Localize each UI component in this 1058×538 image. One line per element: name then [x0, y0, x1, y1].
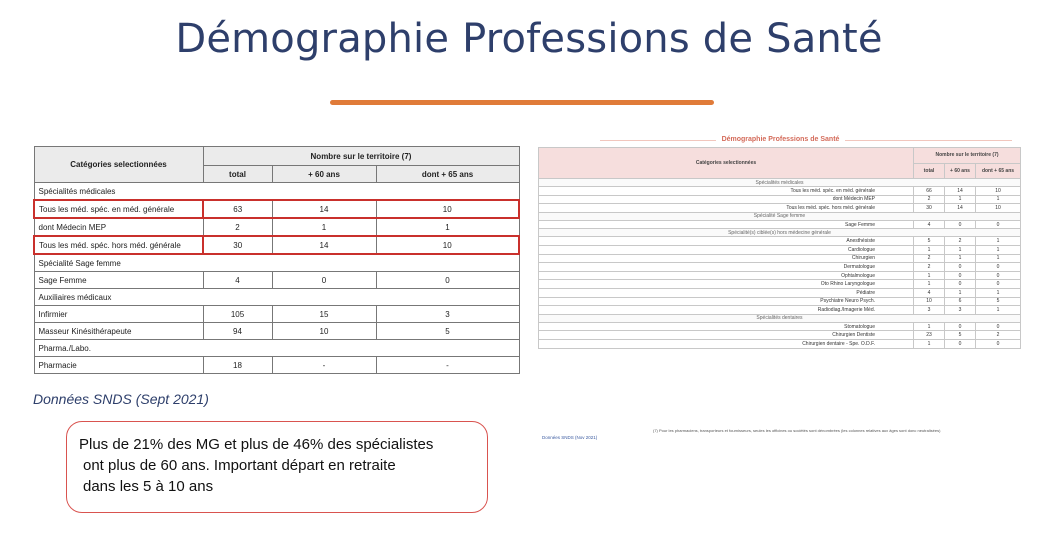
- table-row: [539, 339, 1021, 348]
- row-label: dont Médecin MEP: [539, 195, 914, 204]
- right-footnote: (7) Pour les pharmaciens, transporteurs et fournisseurs, seules les officines ou sociétés sont dénombrées (les colonnes relatives aux âges sont donc neutralisées): [653, 428, 941, 433]
- section-row: [539, 179, 1021, 187]
- right-header-category: Catégories selectionnées: [539, 148, 914, 179]
- cell-p65: 1: [376, 218, 519, 236]
- cell-p65: 0: [976, 263, 1021, 272]
- table-row: [539, 195, 1021, 204]
- row-label: Tous les méd. spéc. hors méd. générale: [539, 204, 914, 213]
- row-label: Pharmacie: [34, 357, 203, 374]
- cell-total: 2: [914, 263, 945, 272]
- cell-p60: 10: [272, 323, 376, 340]
- cell-p60: 1: [272, 218, 376, 236]
- cell-total: 63: [203, 200, 272, 218]
- cell-p65: 0: [976, 339, 1021, 348]
- cell-p60: 0: [272, 272, 376, 289]
- cell-p65: 2: [976, 331, 1021, 340]
- row-label: Anesthésiste: [539, 237, 914, 246]
- cell-p65: 3: [376, 306, 519, 323]
- row-label: Sage Femme: [34, 272, 203, 289]
- cell-total: 1: [914, 339, 945, 348]
- row-label: Psychiatre Neuro Psych.: [539, 297, 914, 306]
- cell-p65: 10: [376, 236, 519, 254]
- cell-p65: 10: [976, 204, 1021, 213]
- cell-p60: 0: [945, 220, 976, 229]
- table-row: [34, 218, 519, 236]
- cell-total: 1: [914, 280, 945, 289]
- cell-total: 2: [914, 195, 945, 204]
- left-header-category: Catégories selectionnées: [34, 147, 203, 183]
- cell-p60: 14: [272, 200, 376, 218]
- cell-p65: -: [376, 357, 519, 374]
- section-row: [34, 254, 519, 272]
- slide-title: Démographie Professions de Santé: [175, 16, 883, 62]
- table-row: [539, 245, 1021, 254]
- cell-p60: 14: [945, 204, 976, 213]
- cell-p60: 0: [945, 280, 976, 289]
- cell-total: 23: [914, 331, 945, 340]
- cell-p60: 2: [945, 237, 976, 246]
- left-header-65: dont + 65 ans: [376, 166, 519, 183]
- section-label: Spécialités médicales: [539, 179, 1021, 187]
- row-label: Masseur Kinésithérapeute: [34, 323, 203, 340]
- callout-box: [66, 421, 488, 513]
- cell-p60: 1: [945, 195, 976, 204]
- data-source: Données SNDS (Sept 2021): [33, 391, 209, 407]
- cell-p65: 0: [976, 271, 1021, 280]
- table-row: [539, 204, 1021, 213]
- section-label: Spécialités dentaires: [539, 314, 1021, 322]
- right-header-group: Nombre sur le territoire (7): [914, 148, 1021, 164]
- row-label: Radiodiag./Imagerie Méd.: [539, 306, 914, 315]
- section-row: [34, 340, 519, 357]
- cell-p65: 5: [376, 323, 519, 340]
- cell-p60: 1: [945, 288, 976, 297]
- cell-total: 1: [914, 322, 945, 331]
- cell-p60: 3: [945, 306, 976, 315]
- table-row: [539, 331, 1021, 340]
- cell-total: 30: [203, 236, 272, 254]
- cell-p65: 0: [376, 272, 519, 289]
- table-row: [539, 322, 1021, 331]
- section-label: Pharma./Labo.: [34, 340, 519, 357]
- row-label: Sage Femme: [539, 220, 914, 229]
- cell-total: 30: [914, 204, 945, 213]
- cell-p60: 14: [945, 187, 976, 196]
- row-label: Chirurgien: [539, 254, 914, 263]
- cell-p60: 1: [945, 254, 976, 263]
- row-label: Infirmier: [34, 306, 203, 323]
- row-label: dont Médecin MEP: [34, 218, 203, 236]
- cell-p60: 0: [945, 263, 976, 272]
- cell-p65: 5: [976, 297, 1021, 306]
- left-header-60: + 60 ans: [272, 166, 376, 183]
- row-label: Chirurgien Dentiste: [539, 331, 914, 340]
- cell-p65: 0: [976, 322, 1021, 331]
- callout-line: dans les 5 à 10 ans: [83, 478, 214, 495]
- cell-total: 1: [914, 271, 945, 280]
- section-row: [539, 229, 1021, 237]
- table-row: [34, 236, 519, 254]
- cell-p65: 0: [976, 220, 1021, 229]
- table-row: [34, 323, 519, 340]
- cell-p65: 10: [976, 187, 1021, 196]
- right-header-total: total: [914, 163, 945, 179]
- cell-p65: 1: [976, 237, 1021, 246]
- row-label: Pédiatre: [539, 288, 914, 297]
- table-row: [539, 271, 1021, 280]
- cell-total: 18: [203, 357, 272, 374]
- row-label: Cardiologue: [539, 245, 914, 254]
- table-row: [539, 306, 1021, 315]
- cell-p65: 1: [976, 254, 1021, 263]
- row-label: Oto Rhino Laryngologue: [539, 280, 914, 289]
- section-label: Spécialité Sage femme: [34, 254, 519, 272]
- right-table-title-text: Démographie Professions de Santé: [716, 136, 846, 143]
- table-row: [539, 237, 1021, 246]
- table-row: [539, 187, 1021, 196]
- section-label: Spécialités médicales: [34, 183, 519, 201]
- cell-p60: 0: [945, 271, 976, 280]
- section-label: Auxiliaires médicaux: [34, 289, 519, 306]
- cell-p60: 6: [945, 297, 976, 306]
- right-data-source: Données SNDS (Nov 2021): [542, 435, 598, 440]
- table-row: [539, 288, 1021, 297]
- callout-line: ont plus de 60 ans. Important départ en retraite: [83, 457, 396, 474]
- cell-total: 10: [914, 297, 945, 306]
- row-label: Dermatologue: [539, 263, 914, 272]
- section-row: [539, 314, 1021, 322]
- title-underline: [330, 100, 714, 105]
- cell-total: 2: [914, 254, 945, 263]
- table-row: [539, 263, 1021, 272]
- cell-total: 4: [914, 220, 945, 229]
- cell-total: 66: [914, 187, 945, 196]
- cell-total: 2: [203, 218, 272, 236]
- section-label: Spécialité(s) ciblée(s) hors médecine générale: [539, 229, 1021, 237]
- row-label: Stomatologue: [539, 322, 914, 331]
- cell-p60: 15: [272, 306, 376, 323]
- table-row: [34, 200, 519, 218]
- table-row: [34, 357, 519, 374]
- cell-total: 4: [203, 272, 272, 289]
- right-header-60: + 60 ans: [945, 163, 976, 179]
- table-row: [539, 254, 1021, 263]
- row-label: Chirurgien dentaire - Spe. O.D.F.: [539, 339, 914, 348]
- cell-total: 4: [914, 288, 945, 297]
- cell-p60: 0: [945, 339, 976, 348]
- cell-p65: 10: [376, 200, 519, 218]
- table-row: [539, 297, 1021, 306]
- right-table-title: [540, 136, 1021, 143]
- left-header-total: total: [203, 166, 272, 183]
- cell-p60: 0: [945, 322, 976, 331]
- cell-total: 94: [203, 323, 272, 340]
- table-row: [34, 306, 519, 323]
- left-demography-table: [33, 146, 520, 374]
- cell-p65: 1: [976, 288, 1021, 297]
- cell-p60: 5: [945, 331, 976, 340]
- cell-total: 1: [914, 245, 945, 254]
- section-label: Spécialité Sage femme: [539, 212, 1021, 220]
- right-header-65: dont + 65 ans: [976, 163, 1021, 179]
- cell-total: 105: [203, 306, 272, 323]
- section-row: [539, 212, 1021, 220]
- table-row: [34, 272, 519, 289]
- table-row: [539, 220, 1021, 229]
- right-demography-table: [538, 147, 1021, 349]
- cell-p60: -: [272, 357, 376, 374]
- cell-p65: 1: [976, 195, 1021, 204]
- row-label: Tous les méd. spéc. en méd. générale: [34, 200, 203, 218]
- callout-line: Plus de 21% des MG et plus de 46% des spécialistes: [79, 436, 434, 453]
- row-label: Ophtalmologue: [539, 271, 914, 280]
- row-label: Tous les méd. spéc. en méd. générale: [539, 187, 914, 196]
- cell-p60: 1: [945, 245, 976, 254]
- cell-total: 3: [914, 306, 945, 315]
- cell-p65: 1: [976, 306, 1021, 315]
- table-row: [539, 280, 1021, 289]
- section-row: [34, 183, 519, 201]
- left-header-group: Nombre sur le territoire (7): [203, 147, 519, 166]
- row-label: Tous les méd. spéc. hors méd. générale: [34, 236, 203, 254]
- cell-p60: 14: [272, 236, 376, 254]
- cell-p65: 1: [976, 245, 1021, 254]
- cell-total: 5: [914, 237, 945, 246]
- cell-p65: 0: [976, 280, 1021, 289]
- section-row: [34, 289, 519, 306]
